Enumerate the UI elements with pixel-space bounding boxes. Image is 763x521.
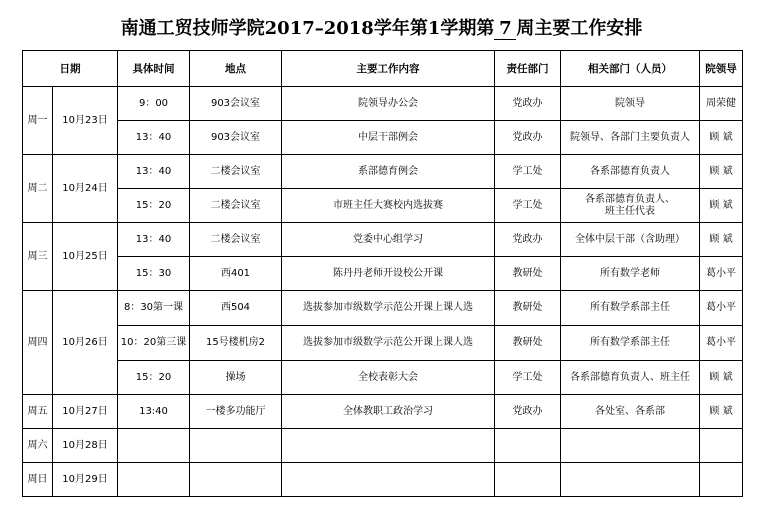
cell-leader: 顾 斌 — [700, 223, 743, 257]
table-row — [23, 361, 743, 395]
day-date: 10月23日 — [53, 87, 118, 155]
related-line: 各系部德育负责人 — [590, 165, 670, 177]
cell-leader: 顾 斌 — [700, 361, 743, 395]
cell-place: 二楼会议室 — [190, 223, 282, 257]
related-line: 所有数学系部主任 — [590, 337, 670, 348]
cell-content: 陈丹丹老师开设校公开课 — [282, 257, 495, 291]
day-date: 10月29日 — [53, 463, 118, 497]
day-of-week: 周一 — [23, 87, 53, 155]
header-related: 相关部门（人员） — [561, 51, 700, 87]
header-date: 日期 — [23, 51, 118, 87]
day-date: 10月26日 — [53, 291, 118, 395]
cell-related — [561, 223, 700, 257]
cell-time: 8：30第一课 — [118, 291, 190, 326]
cell-place: 903会议室 — [190, 121, 282, 155]
cell-leader: 顾 斌 — [700, 395, 743, 429]
related-line: 院领导、各部门主要负责人 — [570, 131, 690, 143]
related-line: 各处室、各系部 — [595, 405, 665, 417]
title-suffix: 周主要工作安排 — [516, 18, 643, 39]
cell-dept — [495, 463, 561, 497]
cell-content: 党委中心组学习 — [282, 223, 495, 257]
cell-related — [561, 257, 700, 291]
cell-dept: 学工处 — [495, 155, 561, 189]
table-row — [23, 395, 743, 429]
table-row — [23, 257, 743, 291]
cell-content: 选拔参加市级数学示范公开课上课人选 — [282, 291, 495, 326]
header-row — [23, 51, 743, 87]
cell-related — [561, 326, 700, 361]
cell-related — [561, 121, 700, 155]
cell-content: 全体教职工政治学习 — [282, 395, 495, 429]
cell-content: 市班主任大赛校内选拔赛 — [282, 189, 495, 223]
cell-place — [190, 429, 282, 463]
table-row — [23, 326, 743, 361]
day-of-week: 周二 — [23, 155, 53, 223]
cell-time: 15：30 — [118, 257, 190, 291]
cell-leader: 顾 斌 — [700, 189, 743, 223]
header-content: 主要工作内容 — [282, 51, 495, 87]
title-prefix: 南通工贸技师学院2017–2018学年第1学期第 — [120, 18, 495, 39]
cell-leader: 葛小平 — [700, 326, 743, 361]
cell-place: 西401 — [190, 257, 282, 291]
cell-place: 二楼会议室 — [190, 189, 282, 223]
cell-dept: 党政办 — [495, 395, 561, 429]
cell-time — [118, 463, 190, 497]
day-date: 10月27日 — [53, 395, 118, 429]
related-line: 院领导 — [615, 97, 645, 109]
cell-related — [561, 429, 700, 463]
cell-related — [561, 291, 700, 326]
cell-time: 15：20 — [118, 361, 190, 395]
cell-leader: 周荣健 — [700, 87, 743, 121]
cell-leader: 葛小平 — [700, 291, 743, 326]
cell-place: 15号楼机房2 — [190, 326, 282, 361]
related-line: 全体中层干部（含助理） — [575, 233, 685, 245]
day-of-week: 周五 — [23, 395, 53, 429]
related-line: 所有数学老师 — [600, 267, 660, 279]
day-of-week: 周日 — [23, 463, 53, 497]
related-line: 各系部德育负责人、班主任 — [570, 371, 690, 383]
day-date: 10月28日 — [53, 429, 118, 463]
cell-time: 13：40 — [118, 155, 190, 189]
day-of-week: 周六 — [23, 429, 53, 463]
cell-leader: 顾 斌 — [700, 155, 743, 189]
cell-time: 15：20 — [118, 189, 190, 223]
cell-dept: 党政办 — [495, 87, 561, 121]
cell-related — [561, 361, 700, 395]
schedule-table — [22, 50, 743, 497]
cell-time: 13：40 — [118, 121, 190, 155]
cell-related — [561, 87, 700, 121]
cell-related — [561, 155, 700, 189]
cell-time: 10：20第三课 — [118, 326, 190, 361]
week-number: 7 — [494, 18, 516, 40]
header-time: 具体时间 — [118, 51, 190, 87]
cell-related — [561, 395, 700, 429]
cell-time: 9：00 — [118, 87, 190, 121]
cell-leader: 葛小平 — [700, 257, 743, 291]
cell-content: 系部德育例会 — [282, 155, 495, 189]
table-row — [23, 155, 743, 189]
cell-dept: 学工处 — [495, 361, 561, 395]
header-place: 地点 — [190, 51, 282, 87]
cell-time: 13：40 — [118, 223, 190, 257]
cell-content — [282, 463, 495, 497]
cell-leader: 顾 斌 — [700, 121, 743, 155]
cell-related — [561, 189, 700, 223]
day-of-week: 周三 — [23, 223, 53, 291]
table-row — [23, 121, 743, 155]
cell-dept — [495, 429, 561, 463]
cell-content: 院领导办公会 — [282, 87, 495, 121]
day-date: 10月25日 — [53, 223, 118, 291]
cell-dept: 教研处 — [495, 291, 561, 326]
header-leader: 院领导 — [700, 51, 743, 87]
cell-place: 西504 — [190, 291, 282, 326]
cell-content: 选拔参加市级数学示范公开课上课人选 — [282, 326, 495, 361]
cell-dept: 党政办 — [495, 223, 561, 257]
cell-place: 一楼多功能厅 — [190, 395, 282, 429]
day-date: 10月24日 — [53, 155, 118, 223]
cell-place: 操场 — [190, 361, 282, 395]
cell-leader — [700, 463, 743, 497]
cell-leader — [700, 429, 743, 463]
cell-content — [282, 429, 495, 463]
table-row — [23, 189, 743, 223]
cell-content: 全校表彰大会 — [282, 361, 495, 395]
cell-dept: 教研处 — [495, 326, 561, 361]
cell-place — [190, 463, 282, 497]
table-row — [23, 223, 743, 257]
cell-dept: 教研处 — [495, 257, 561, 291]
table-row — [23, 291, 743, 326]
related-line: 各系部德育负责人、 — [585, 193, 675, 205]
cell-place: 903会议室 — [190, 87, 282, 121]
cell-dept: 党政办 — [495, 121, 561, 155]
table-row — [23, 463, 743, 497]
day-of-week: 周四 — [23, 291, 53, 395]
page-title — [0, 14, 763, 40]
related-line: 班主任代表 — [605, 205, 655, 217]
table-row — [23, 429, 743, 463]
cell-time — [118, 429, 190, 463]
cell-place: 二楼会议室 — [190, 155, 282, 189]
related-line: 所有数学系部主任 — [590, 302, 670, 313]
cell-time: 13:40 — [118, 395, 190, 429]
cell-content: 中层干部例会 — [282, 121, 495, 155]
schedule-body — [23, 87, 743, 497]
header-dept: 责任部门 — [495, 51, 561, 87]
cell-related — [561, 463, 700, 497]
cell-dept: 学工处 — [495, 189, 561, 223]
table-row — [23, 87, 743, 121]
